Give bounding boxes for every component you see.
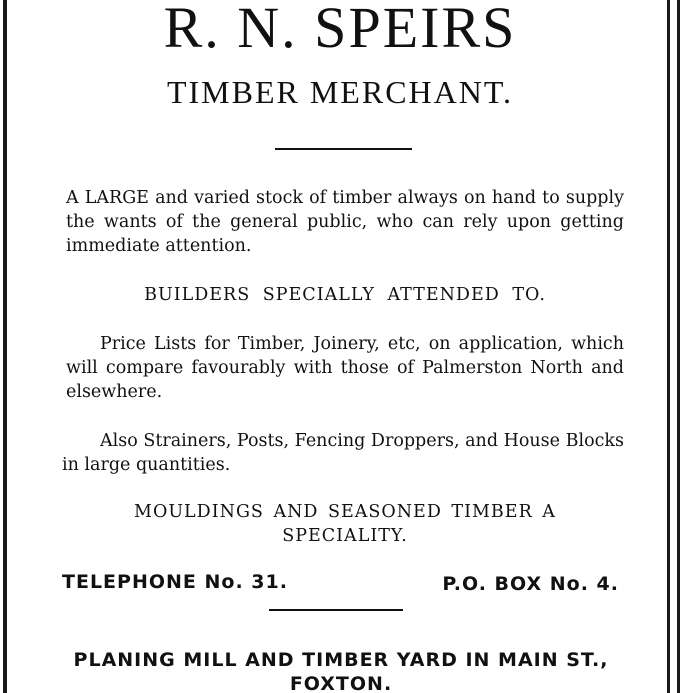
footer-address-line-1: PLANING MILL AND TIMBER YARD IN MAIN ST.,: [73, 649, 609, 671]
right-border-rule-inner: [667, 0, 670, 693]
right-border-rule-outer: [677, 0, 680, 693]
strainers-paragraph: Also Strainers, Posts, Fencing Droppers, and House Blocks in large quantities.: [62, 431, 624, 475]
price-lists-paragraph: Price Lists for Timber, Joinery, etc, on application, which will compare favourably with those of Palmerston North and elsewhere.: [66, 334, 624, 402]
left-border-rule: [3, 0, 7, 693]
mouldings-line-1: MOULDINGS AND SEASONED TIMBER A: [134, 502, 556, 522]
merchant-trade: TIMBER MERCHANT.: [166, 74, 514, 110]
mouldings-line-2: SPECIALITY.: [282, 526, 408, 546]
divider-bottom: [269, 609, 403, 611]
intro-paragraph: A LARGE and varied stock of timber always on hand to supply the wants of the general public, who can rely upon getting immediate attention.: [66, 188, 624, 256]
merchant-name: R. N. SPEIRS: [163, 0, 517, 60]
mouldings-notice: [66, 500, 624, 548]
divider-top: [275, 148, 412, 150]
telephone-number: TELEPHONE No. 31.: [62, 571, 288, 593]
builders-notice: BUILDERS SPECIALLY ATTENDED TO.: [144, 285, 546, 305]
footer-address-line-2: FOXTON.: [289, 673, 393, 693]
po-box-number: P.O. BOX No. 4.: [442, 573, 619, 595]
